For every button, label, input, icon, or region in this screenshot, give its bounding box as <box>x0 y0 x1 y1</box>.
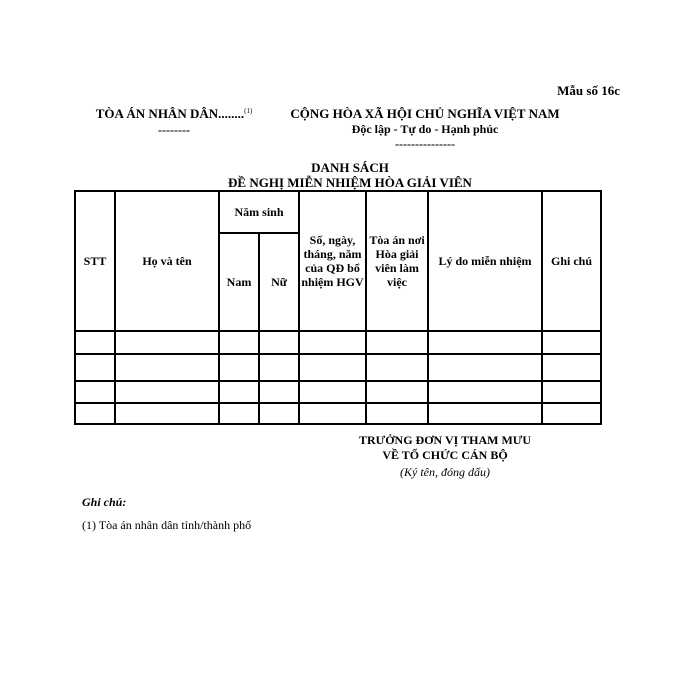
table-cell <box>115 354 219 381</box>
table-cell <box>428 381 542 403</box>
header-court: Tòa án nơi Hòa giải viên làm việc <box>366 191 428 331</box>
court-name <box>74 106 274 122</box>
signature-instruction: (Ký tên, đóng dấu) <box>400 465 490 479</box>
header-decision: Số, ngày, tháng, năm của QĐ bổ nhiệm HGV <box>299 191 366 331</box>
table-cell <box>115 331 219 354</box>
table-cell <box>366 331 428 354</box>
header-female: Nữ <box>259 233 299 331</box>
document-subtitle: ĐỀ NGHỊ MIỄN NHIỆM HÒA GIẢI VIÊN <box>228 175 472 190</box>
table-cell <box>75 354 115 381</box>
motto-divider: --------------- <box>395 137 455 151</box>
form-number: Mẫu số 16c <box>557 83 620 98</box>
table-cell <box>259 354 299 381</box>
court-footnote-marker: (1) <box>244 107 253 115</box>
table-cell <box>366 403 428 424</box>
table-cell <box>75 331 115 354</box>
table-cell <box>219 403 259 424</box>
table-row <box>75 354 601 381</box>
table-row <box>75 403 601 424</box>
table-cell <box>428 331 542 354</box>
header-reason: Lý do miễn nhiệm <box>428 191 542 331</box>
table-cell <box>219 381 259 403</box>
table-cell <box>259 331 299 354</box>
table-cell <box>542 331 601 354</box>
table-row <box>75 381 601 403</box>
table-cell <box>542 403 601 424</box>
nation-title: CỘNG HÒA XÃ HỘI CHỦ NGHĨA VIỆT NAM <box>290 106 560 121</box>
table-cell <box>428 354 542 381</box>
table-cell <box>299 331 366 354</box>
table-cell <box>428 403 542 424</box>
table-cell <box>366 354 428 381</box>
document-title: DANH SÁCH <box>311 160 389 175</box>
note-item: (1) Tòa án nhân dân tỉnh/thành phố <box>82 518 252 532</box>
header-name: Họ và tên <box>115 191 219 331</box>
signer-title-line2: VỀ TỔ CHỨC CÁN BỘ <box>382 448 508 462</box>
table-cell <box>542 354 601 381</box>
table-cell <box>299 381 366 403</box>
header-male: Nam <box>219 233 259 331</box>
notes-heading: Ghi chú: <box>82 495 127 509</box>
header-note: Ghi chú <box>542 191 601 331</box>
table-row <box>75 331 601 354</box>
table-cell <box>75 381 115 403</box>
table-cell <box>259 381 299 403</box>
table-cell <box>219 354 259 381</box>
table-cell <box>219 331 259 354</box>
table-cell <box>115 403 219 424</box>
table-cell <box>115 381 219 403</box>
signer-title-line1: TRƯỞNG ĐƠN VỊ THAM MƯU <box>359 433 531 447</box>
nominee-table <box>74 190 602 425</box>
table-header-row <box>75 191 601 233</box>
table-cell <box>259 403 299 424</box>
table-cell <box>299 354 366 381</box>
court-divider: -------- <box>158 123 190 137</box>
header-stt: STT <box>75 191 115 331</box>
court-name-text: TÒA ÁN NHÂN DÂN........ <box>95 106 245 121</box>
national-motto: Độc lập - Tự do - Hạnh phúc <box>351 122 499 136</box>
table-cell <box>299 403 366 424</box>
table-cell <box>366 381 428 403</box>
table-cell <box>75 403 115 424</box>
header-birth-year: Năm sinh <box>219 191 299 233</box>
table-cell <box>542 381 601 403</box>
